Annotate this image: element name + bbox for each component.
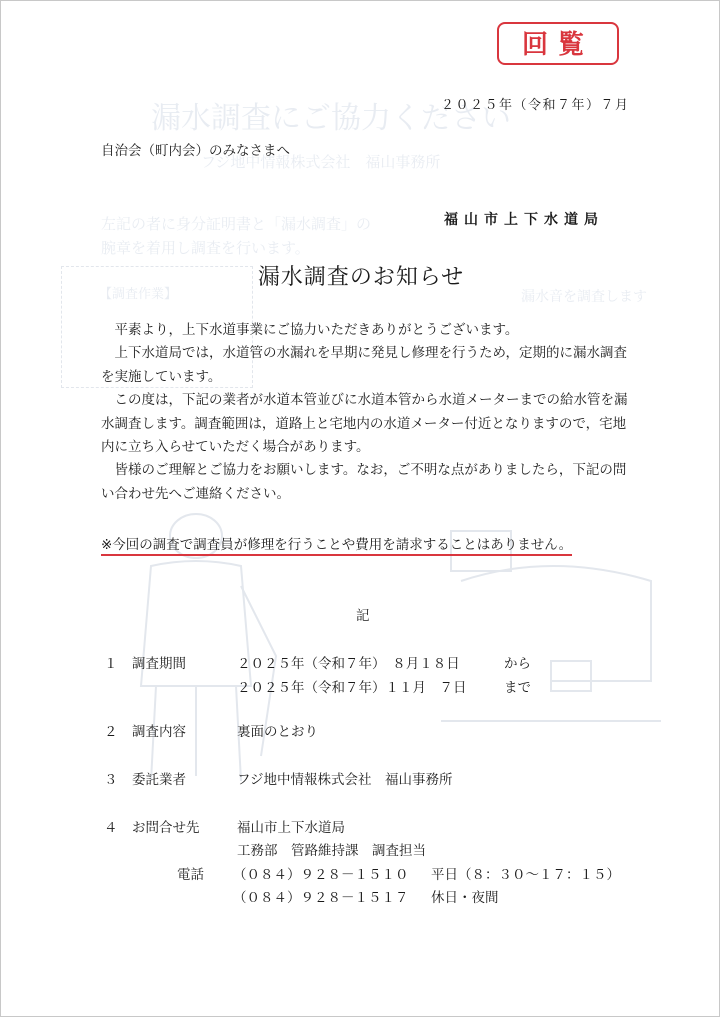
ki-heading: 記	[356, 608, 370, 624]
circulation-stamp: 回覧	[497, 22, 619, 65]
bleed-through-line: 腕章を着用し調査を行います。	[101, 239, 310, 257]
period-end-suffix: まで	[504, 680, 531, 696]
bleed-through-line: 【調査作業】	[99, 287, 178, 302]
item-label-period: 調査期間	[132, 656, 186, 672]
period-end: ２０２５年（令和７年）１１月 ７日	[237, 680, 467, 696]
phone-weekday-hours: 平日（８：３０～１７：１５）	[431, 867, 620, 883]
item-label-content: 調査内容	[132, 724, 186, 740]
period-start-suffix: から	[504, 656, 531, 672]
body-paragraph: 皆様のご理解とご協力をお願いします。なお，ご不明な点がありましたら，下記の問い合わせ先へご連絡ください。	[101, 462, 627, 502]
item-number: ２	[104, 724, 118, 740]
bleed-through-line: 左記の者に身分証明書と「漏水調査」の	[101, 215, 372, 233]
item-number: ３	[104, 772, 118, 788]
bleed-through-heading: 漏水調査にご協力ください	[151, 101, 511, 136]
body-paragraph: 平素より，上下水道事業にご協力いただきありがとうございます。	[114, 322, 519, 338]
body-paragraph: 上下水道局では，水道管の水漏れを早期に発見し修理を行うため，定期的に漏水調査を実施しています。	[101, 345, 627, 385]
issue-date: ２０２５年（令和７年）７月	[441, 98, 630, 113]
item-number: １	[104, 656, 118, 672]
period-start: ２０２５年（令和７年） ８月１８日	[237, 656, 460, 672]
body-paragraph: この度は，下記の業者が水道本管並びに水道本管から水道メーターまでの給水管を漏水調査します。調査範囲は，道路上と宅地内の水道メーター付近となりますので，宅地内に立ち入らせていただく場合があります。	[101, 392, 628, 456]
recipient-line: 自治会（町内会）のみなさまへ	[101, 143, 290, 159]
content-value: 裏面のとおり	[237, 724, 318, 740]
phone-holiday-hours: 休日・夜間	[431, 890, 499, 906]
body-text	[101, 319, 636, 506]
important-notice: ※今回の調査で調査員が修理を行うことや費用を請求することはありません。	[101, 533, 572, 556]
page-title: 漏水調査のお知らせ	[257, 265, 465, 290]
item-label-contact: お問合せ先	[132, 820, 200, 836]
contact-department: 工務部 管路維持課 調査担当	[237, 843, 426, 859]
bleed-through-line: 漏水音を調査します	[521, 289, 647, 305]
contractor-value: フジ地中情報株式会社 福山事務所	[237, 772, 453, 788]
phone-label: 電話	[177, 867, 204, 883]
item-number: ４	[104, 820, 118, 836]
phone-holiday: （０８４）９２８－１５１７	[233, 890, 409, 906]
item-label-contractor: 委託業者	[132, 772, 186, 788]
sender-organization: 福山市上下水道局	[444, 212, 604, 228]
contact-organization: 福山市上下水道局	[237, 820, 345, 836]
bleed-through-line: フジ地中情報株式会社 福山事務所	[201, 153, 441, 171]
phone-weekday: （０８４）９２８－１５１０	[233, 867, 409, 883]
